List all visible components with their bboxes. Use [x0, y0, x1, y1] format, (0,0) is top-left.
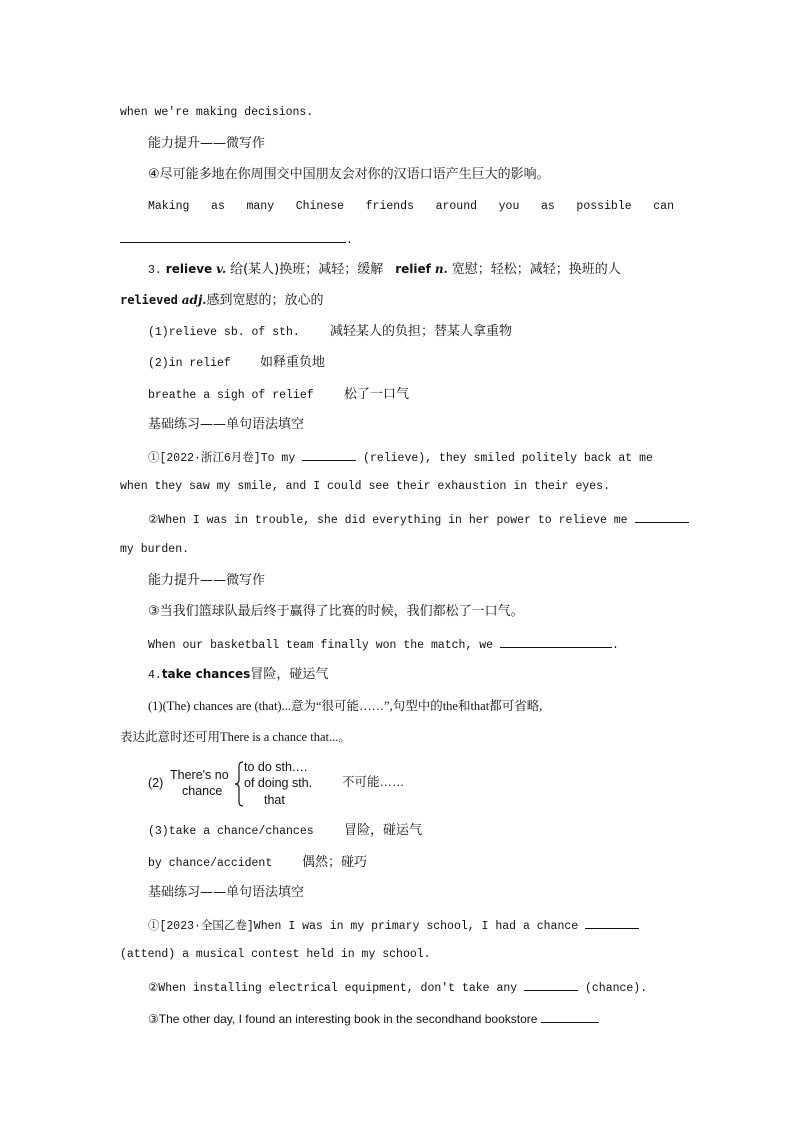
part-of-speech: v. [216, 262, 227, 276]
grammar-note: (1)(The) chances are (that)...意为“很可能……”,句型中的the和that都可省略, [148, 699, 543, 713]
pattern-stem: chance [182, 784, 223, 798]
answer-blank[interactable] [500, 635, 612, 648]
phrase-entry [148, 354, 325, 372]
pattern-option: to do sth.… [244, 760, 308, 774]
grammar-note: 表达此意时还可用There is a chance that...。 [120, 730, 351, 744]
exercise-sentence [148, 916, 639, 935]
exercise-sentence [148, 635, 619, 654]
section-heading: 基础练习——单句语法填空 [148, 417, 305, 432]
period: . [346, 234, 353, 247]
answer-blank[interactable] [120, 230, 346, 243]
answer-blank[interactable] [524, 978, 578, 991]
sentence-part: ②When I was in trouble, she did everything in her power to relieve me [148, 514, 628, 527]
word: friends [365, 200, 414, 213]
word: Making [148, 200, 190, 213]
period: . [611, 639, 619, 652]
exercise-prompt: ③当我们篮球队最后终于赢得了比赛的时候，我们都松了一口气。 [148, 604, 524, 619]
phrase: by chance/accident [148, 857, 273, 870]
phrase: breathe a sigh of relief [148, 389, 314, 402]
definition: 给(某人)换班；减轻；缓解 [230, 262, 384, 277]
headword: relieved [120, 293, 178, 307]
exercise-sentence [148, 978, 647, 997]
item-number: (2) [148, 776, 164, 790]
sentence-part: (relieve), they smiled politely back at me [363, 452, 653, 465]
phrase-meaning: 偶然；碰巧 [302, 855, 368, 870]
phrase: (1)relieve sb. of sth. [148, 326, 300, 339]
answer-blank[interactable] [635, 510, 689, 523]
sentence-pattern [148, 758, 448, 810]
answer-blank[interactable] [302, 448, 356, 461]
headword: take chances [161, 667, 251, 681]
text-line: (attend) a musical contest held in my school. [120, 948, 431, 961]
definition: 冒险，碰运气 [250, 667, 329, 682]
exercise-sentence [148, 510, 689, 529]
phrase-meaning: 减轻某人的负担；替某人拿重物 [330, 324, 513, 339]
section-heading: 能力提升——微写作 [148, 136, 266, 151]
part-of-speech: adj. [181, 293, 207, 307]
text-line: when we're making decisions. [120, 106, 314, 119]
exercise-sentence [148, 1010, 599, 1027]
phrase-entry [148, 386, 409, 404]
brace-icon [234, 761, 244, 807]
pattern-stem: There's no [170, 768, 229, 782]
item-number: 4. [148, 669, 162, 682]
phrase-entry [148, 822, 422, 840]
text-line: my burden. [120, 543, 190, 556]
word: as [211, 200, 225, 213]
phrase-entry [148, 323, 512, 341]
phrase-meaning: 如释重负地 [260, 355, 326, 370]
sentence-part: (chance). [584, 982, 648, 995]
section-heading: 能力提升——微写作 [148, 573, 266, 588]
vocab-entry [120, 292, 323, 309]
phrase: (2)in relief [148, 357, 231, 370]
answer-blank[interactable] [585, 916, 639, 929]
part-of-speech: n. [434, 262, 448, 276]
phrase-meaning: 松了一口气 [344, 387, 410, 402]
pattern-option: of doing sth. [244, 776, 313, 790]
phrase: (3)take a chance/chances [148, 825, 314, 838]
text-line: when they saw my smile, and I could see their exhaustion in their eyes. [120, 480, 610, 493]
sentence-part: ①[2023·全国乙卷]When I was in my primary school, I had a chance [148, 920, 579, 933]
sentence-part: ②When installing electrical equipment, don't take any [148, 982, 518, 995]
phrase-meaning: 冒险，碰运气 [344, 823, 423, 838]
word: many [246, 200, 275, 213]
word: possible [576, 200, 632, 213]
sentence-part: ③The other day, I found an interesting book in the secondhand bookstore [148, 1012, 538, 1026]
word: Chinese [295, 200, 345, 213]
headword: relief [395, 262, 431, 276]
definition: 感到宽慰的；放心的 [206, 293, 324, 308]
word: around [435, 200, 478, 213]
exercise-sentence [148, 448, 653, 467]
section-heading: 基础练习——单句语法填空 [148, 885, 305, 900]
word: as [540, 200, 555, 213]
sentence-part: When our basketball team finally won the match, we [148, 639, 494, 652]
exercise-sentence [148, 199, 674, 215]
answer-blank[interactable] [541, 1010, 599, 1023]
word: you [498, 200, 520, 213]
item-number: 3. [148, 264, 162, 277]
headword: relieve [165, 262, 213, 276]
vocab-entry [148, 261, 621, 279]
word: can [653, 200, 674, 213]
pattern-meaning: 不可能…… [342, 775, 405, 789]
definition: 宽慰；轻松；减轻；换班的人 [451, 262, 621, 277]
exercise-prompt: ④尽可能多地在你周围交中国朋友会对你的汉语口语产生巨大的影响。 [148, 167, 550, 182]
phrase-entry [148, 854, 367, 872]
sentence-part: ①[2022·浙江6月卷]To my [148, 452, 296, 465]
pattern-option: that [264, 793, 285, 807]
vocab-entry [148, 666, 328, 684]
answer-line [120, 230, 353, 249]
